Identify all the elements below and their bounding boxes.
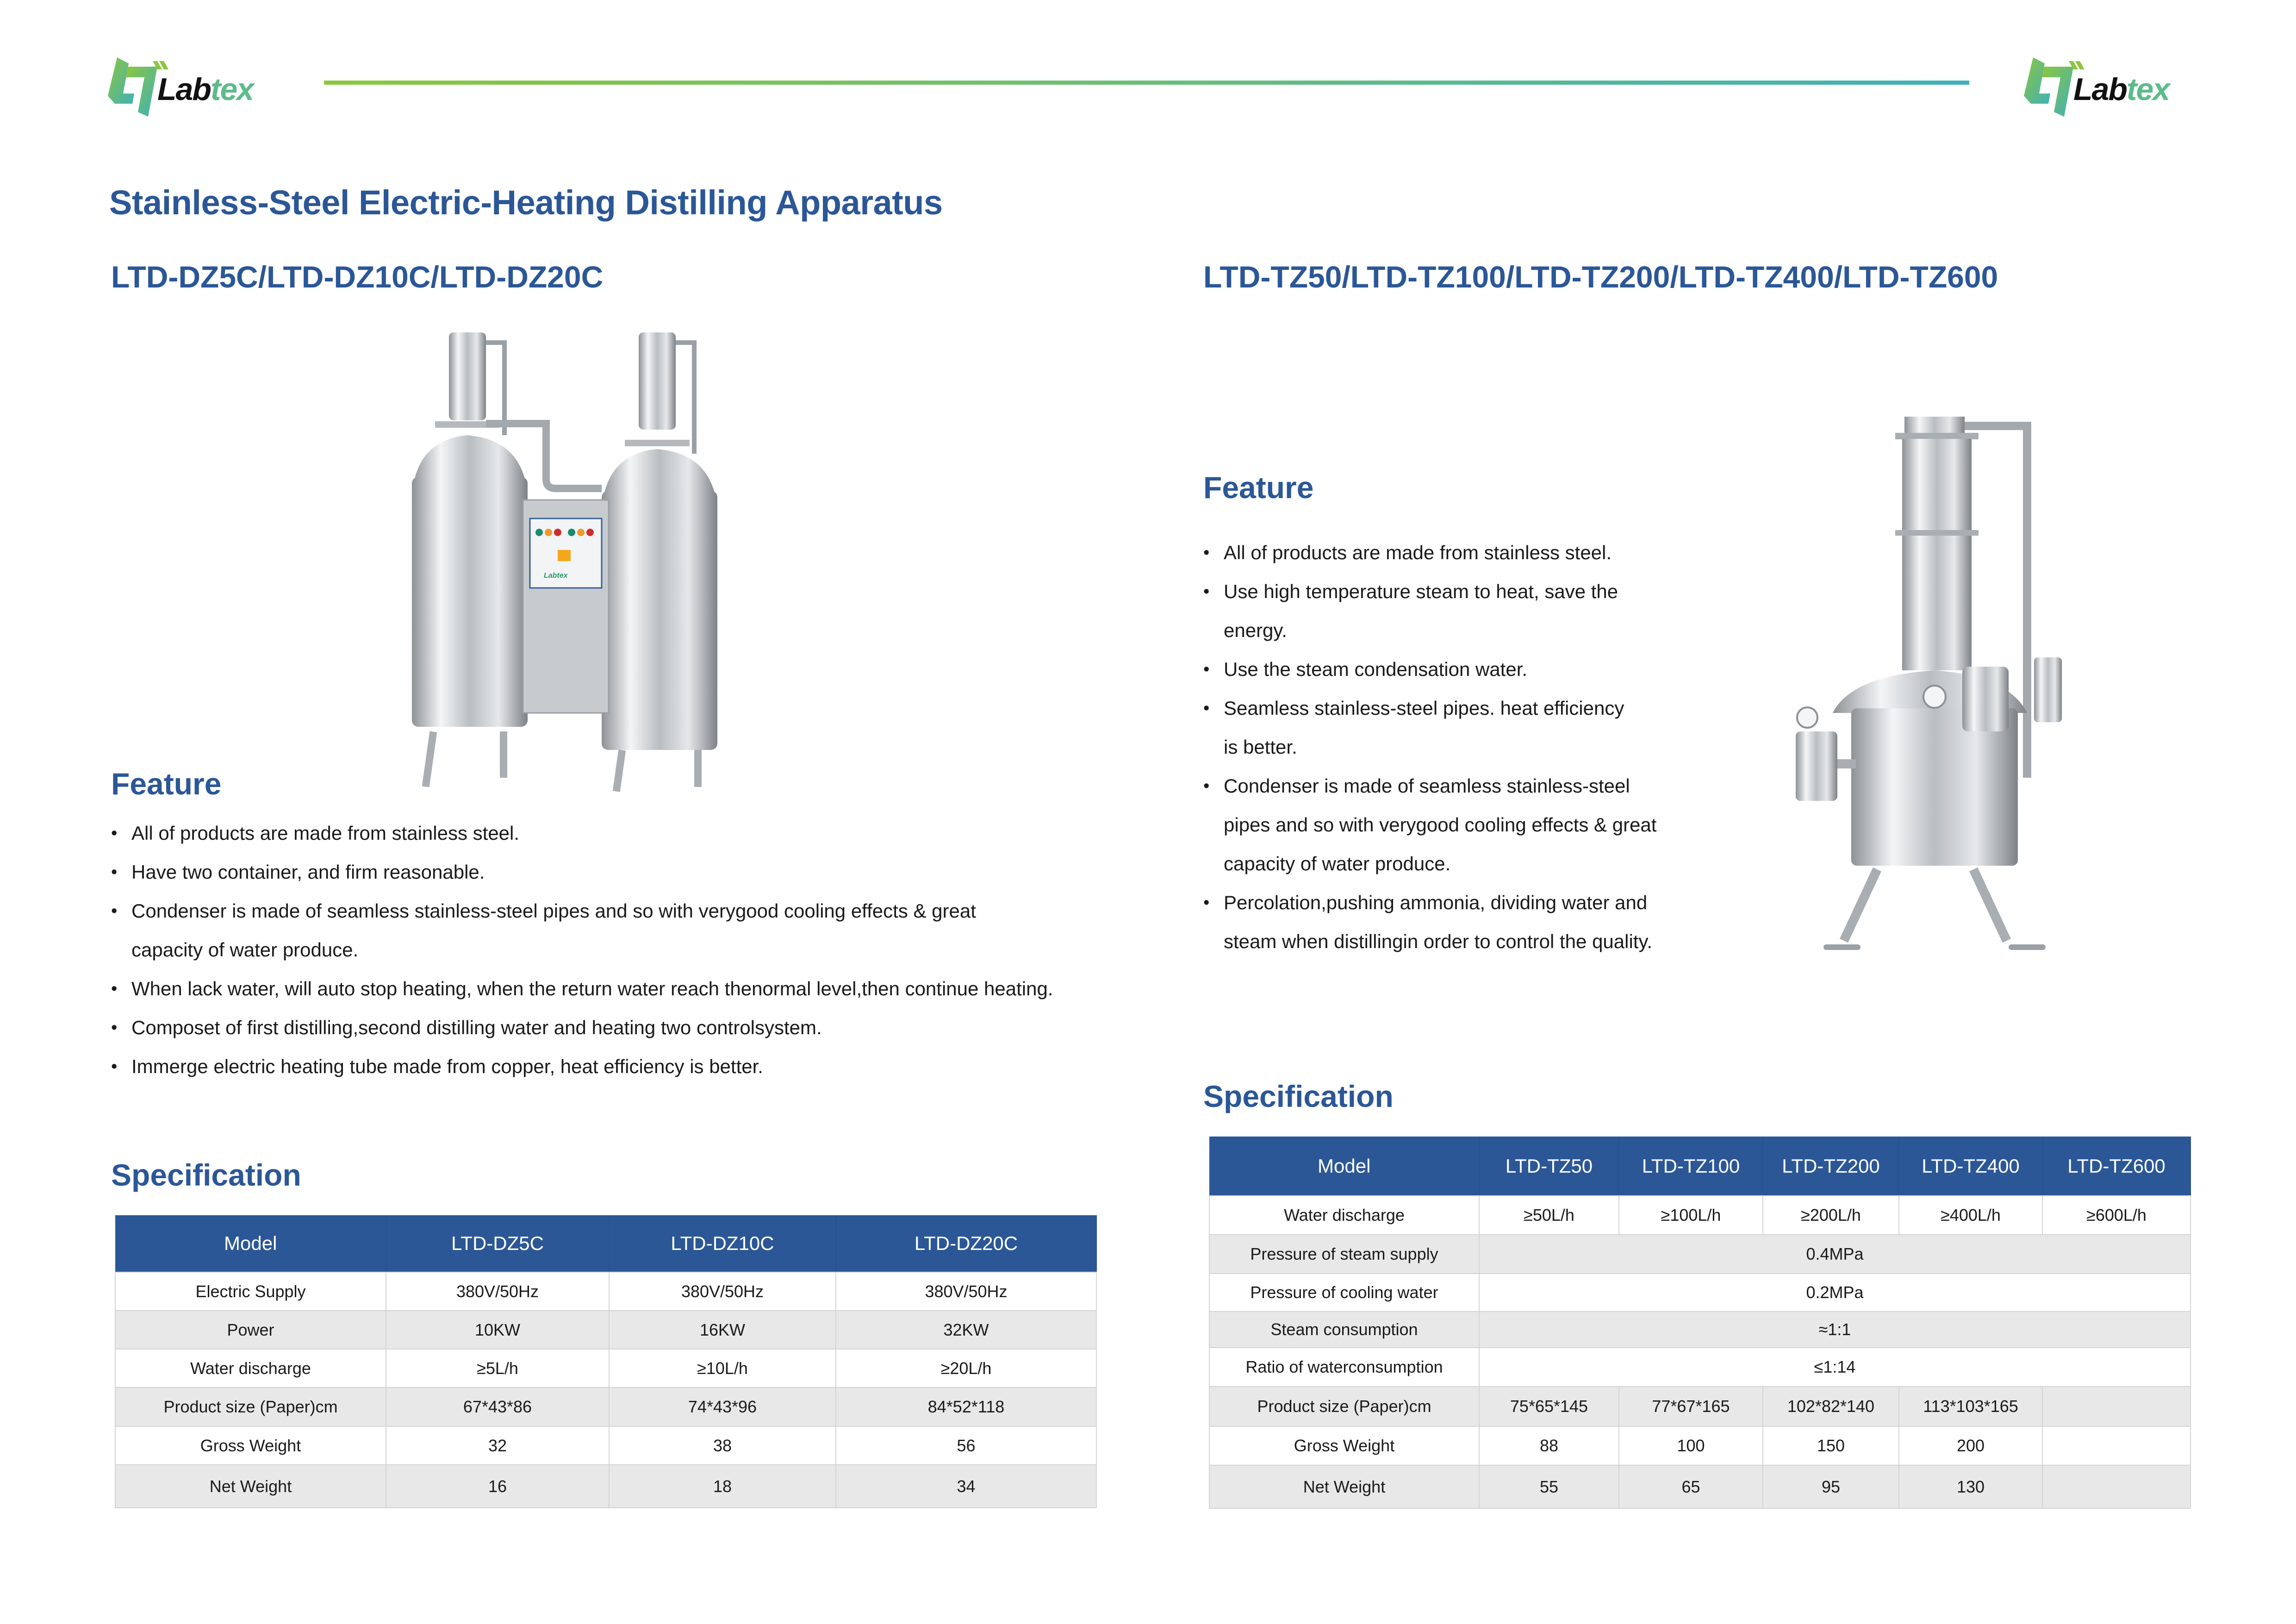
row-label: Pressure of cooling water: [1209, 1274, 1479, 1312]
table-cell: 95: [1763, 1465, 1899, 1508]
row-label: Steam consumption: [1209, 1312, 1479, 1348]
table-cell: ≥400L/h: [1899, 1196, 2042, 1235]
feature-text: energy.: [1224, 619, 1287, 641]
row-label: Net Weight: [1209, 1465, 1479, 1508]
table-header-cell: LTD-TZ400: [1899, 1137, 2042, 1196]
table-header-row: [115, 1215, 1096, 1272]
panel-logo-text: Labtex: [544, 572, 568, 580]
feature-text: Percolation,pushing ammonia, dividing water and: [1224, 892, 1648, 913]
feature-item: [1203, 883, 1749, 961]
table-cell: 380V/50Hz: [386, 1272, 609, 1311]
table-header-cell: LTD-DZ5C: [386, 1215, 609, 1272]
table-cell: ≥200L/h: [1763, 1196, 1899, 1235]
table-cell: [2042, 1426, 2190, 1465]
right-spec-heading: Specification: [1203, 1079, 1394, 1113]
feature-item: [1203, 650, 1749, 689]
right-models-heading: LTD-TZ50/LTD-TZ100/LTD-TZ200/LTD-TZ400/LTD-TZ600: [1203, 260, 1998, 294]
labtex-logo-left: [106, 52, 277, 117]
feature-text: steam when distillingin order to control the quality.: [1224, 931, 1653, 952]
feature-item: [1203, 533, 1749, 572]
left-spec-table: [115, 1215, 1097, 1508]
right-feature-heading: Feature: [1203, 470, 1314, 505]
feature-item: [1203, 572, 1749, 650]
table-row: [1209, 1348, 2190, 1387]
table-cell: ≥20L/h: [836, 1349, 1096, 1387]
feature-text: Use the steam condensation water.: [1224, 658, 1528, 680]
feature-text: All of products are made from stainless steel.: [1224, 542, 1612, 563]
labtex-logo-right: [2022, 52, 2193, 117]
feature-item: [1203, 689, 1749, 767]
table-row: [1209, 1274, 2190, 1312]
left-feature-list: [111, 814, 1083, 1086]
row-label: Gross Weight: [1209, 1426, 1479, 1465]
table-cell: 84*52*118: [836, 1387, 1096, 1426]
table-cell-merged: 0.4MPa: [1479, 1235, 2190, 1274]
logo-text-tex: tex: [210, 72, 254, 107]
table-cell: 88: [1479, 1426, 1619, 1465]
table-cell: ≥100L/h: [1619, 1196, 1763, 1235]
feature-text: Immerge electric heating tube made from copper, heat efficiency is better.: [131, 1056, 763, 1077]
table-row: [115, 1272, 1096, 1311]
feature-text: All of products are made from stainless steel.: [131, 822, 520, 844]
table-cell: 10KW: [386, 1311, 609, 1349]
table-cell: 34: [836, 1465, 1096, 1508]
table-row: [115, 1465, 1096, 1508]
row-label: Power: [115, 1311, 386, 1349]
feature-item: [111, 1008, 1083, 1047]
feature-text: Have two container, and firm reasonable.: [131, 861, 485, 883]
table-cell: 74*43*96: [609, 1387, 836, 1426]
row-label: Product size (Paper)cm: [115, 1387, 386, 1426]
table-cell: 102*82*140: [1763, 1387, 1899, 1426]
table-cell: 200: [1899, 1426, 2042, 1465]
table-row: [1209, 1235, 2190, 1274]
logo-text-lab: Lab: [157, 72, 211, 107]
table-header-cell: LTD-TZ200: [1763, 1137, 1899, 1196]
logo-text-tex: tex: [2126, 72, 2170, 107]
right-feature-list: [1203, 533, 1749, 961]
row-label: Water discharge: [115, 1349, 386, 1387]
table-cell: ≥5L/h: [386, 1349, 609, 1387]
row-label: Product size (Paper)cm: [1209, 1387, 1479, 1426]
feature-text: Use high temperature steam to heat, save the: [1224, 581, 1618, 602]
table-cell: 100: [1619, 1426, 1763, 1465]
feature-text: capacity of water produce.: [1224, 853, 1451, 874]
table-cell: 130: [1899, 1465, 2042, 1508]
table-cell: 16KW: [609, 1311, 836, 1349]
page-title: Stainless-Steel Electric-Heating Distilling Apparatus: [109, 183, 943, 222]
row-label: Pressure of steam supply: [1209, 1235, 1479, 1274]
table-cell: 113*103*165: [1899, 1387, 2042, 1426]
table-cell: 150: [1763, 1426, 1899, 1465]
table-row: [115, 1426, 1096, 1465]
table-header-cell: Model: [1209, 1137, 1479, 1196]
product-image-dz-series: [407, 324, 750, 796]
table-row: [1209, 1426, 2190, 1465]
right-spec-table: [1209, 1137, 2191, 1509]
left-feature-heading: Feature: [111, 767, 222, 801]
row-label: Water discharge: [1209, 1196, 1479, 1235]
left-spec-heading: Specification: [111, 1158, 301, 1192]
feature-text: Condenser is made of seamless stainless-steel: [1224, 775, 1630, 797]
table-cell: 380V/50Hz: [836, 1272, 1096, 1311]
header-divider-line: [324, 81, 1969, 85]
table-row: [1209, 1196, 2190, 1235]
table-row: [115, 1349, 1096, 1387]
table-cell: [2042, 1465, 2190, 1508]
table-cell: 32: [386, 1426, 609, 1465]
row-label: Net Weight: [115, 1465, 386, 1508]
table-cell-merged: 0.2MPa: [1479, 1274, 2190, 1312]
table-cell: 16: [386, 1465, 609, 1508]
table-header-row: [1209, 1137, 2190, 1196]
feature-item: [111, 969, 1057, 1008]
table-cell: 55: [1479, 1465, 1619, 1508]
feature-text: Condenser is made of seamless stainless-steel pipes and so with verygood cooling effects & great capacity of water produce.: [131, 900, 976, 961]
feature-text: is better.: [1224, 736, 1297, 758]
product-image-tz-series: [1786, 407, 2083, 977]
table-header-cell: LTD-TZ50: [1479, 1137, 1619, 1196]
row-label: Electric Supply: [115, 1272, 386, 1311]
feature-text: pipes and so with verygood cooling effects & great: [1224, 814, 1657, 836]
feature-item: [111, 892, 1052, 969]
table-row: [115, 1387, 1096, 1426]
table-cell: 18: [609, 1465, 836, 1508]
table-row: [115, 1311, 1096, 1349]
table-cell: ≥10L/h: [609, 1349, 836, 1387]
table-cell: 38: [609, 1426, 836, 1465]
table-header-cell: LTD-TZ600: [2042, 1137, 2190, 1196]
table-row: [1209, 1387, 2190, 1426]
table-cell: ≥50L/h: [1479, 1196, 1619, 1235]
table-cell: 67*43*86: [386, 1387, 609, 1426]
table-cell: 380V/50Hz: [609, 1272, 836, 1311]
row-label: Gross Weight: [115, 1426, 386, 1465]
left-models-heading: LTD-DZ5C/LTD-DZ10C/LTD-DZ20C: [111, 260, 604, 294]
feature-item: [111, 814, 1083, 853]
table-row: [1209, 1465, 2190, 1508]
feature-item: [111, 853, 1083, 892]
feature-text: Composet of first distilling,second distilling water and heating two controlsystem.: [131, 1017, 822, 1038]
feature-text: Seamless stainless-steel pipes. heat efficiency: [1224, 697, 1624, 719]
table-row: [1209, 1312, 2190, 1348]
table-header-cell: Model: [115, 1215, 386, 1272]
feature-item: [111, 1047, 1083, 1086]
table-cell: ≥600L/h: [2042, 1196, 2190, 1235]
table-cell: [2042, 1387, 2190, 1426]
table-header-cell: LTD-TZ100: [1619, 1137, 1763, 1196]
table-header-cell: LTD-DZ10C: [609, 1215, 836, 1272]
table-cell-merged: ≤1:14: [1479, 1348, 2190, 1387]
table-cell: 75*65*145: [1479, 1387, 1619, 1426]
table-cell-merged: ≈1:1: [1479, 1312, 2190, 1348]
row-label: Ratio of waterconsumption: [1209, 1348, 1479, 1387]
table-cell: 77*67*165: [1619, 1387, 1763, 1426]
feature-item: [1203, 767, 1749, 883]
feature-text: When lack water, will auto stop heating, when the return water reach thenormal level,then continue heating.: [131, 978, 1053, 999]
table-header-cell: LTD-DZ20C: [836, 1215, 1096, 1272]
table-cell: 65: [1619, 1465, 1763, 1508]
table-cell: 56: [836, 1426, 1096, 1465]
table-cell: 32KW: [836, 1311, 1096, 1349]
logo-text-lab: Lab: [2073, 72, 2127, 107]
